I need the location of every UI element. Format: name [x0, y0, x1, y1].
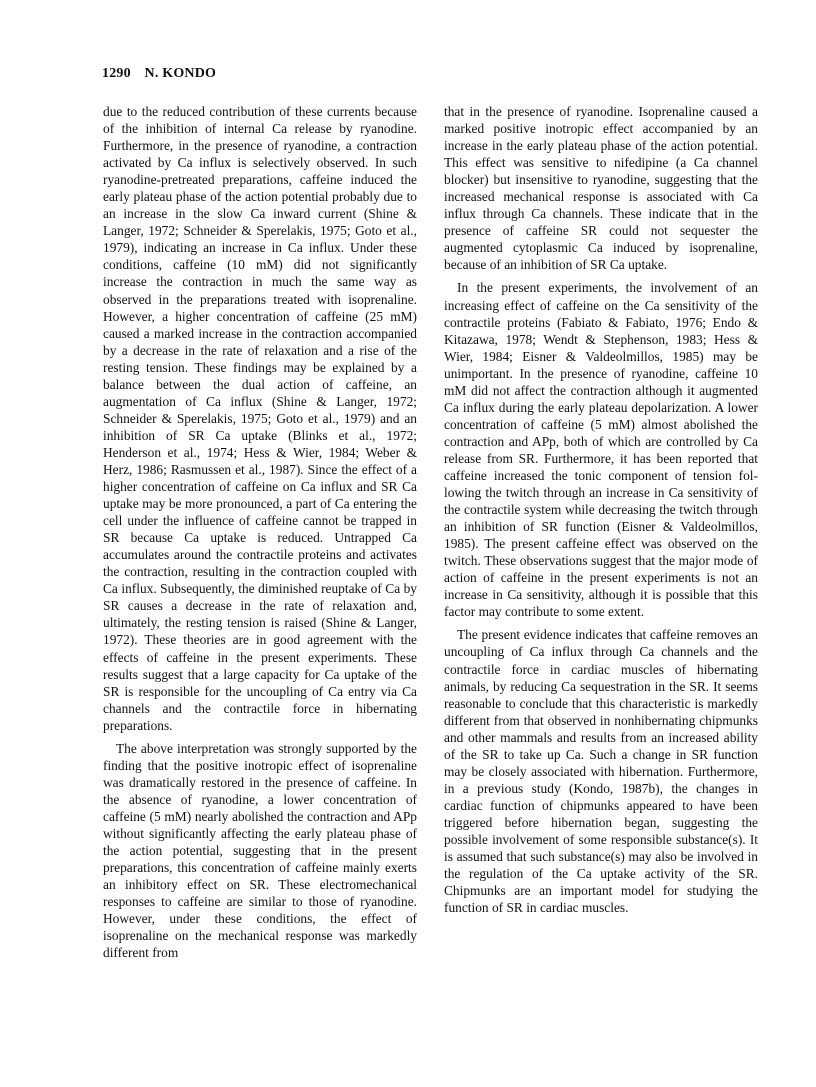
page-number: 1290	[102, 66, 131, 81]
right-column	[444, 103, 758, 916]
paragraph: that in the presence of ryanodine. Isoprenaline caused a marked positive inotropic effect accompanied by an increase in the early plateau phase of the action potential. This effect was sensitive to nifedipine (a Ca channel blocker) but insensitive to ryanodine, suggesting that the increased mechanical response is associated with Ca influx through Ca channels. These indicate that in the presence of caffeine SR could not sequester the augmented cytoplasmic Ca induced by isoprenaline, because of an inhibition of SR Ca uptake.	[444, 104, 758, 273]
author-name: N. KONDO	[144, 66, 217, 81]
paragraph: The present evidence indicates that caffeine removes an uncoupling of Ca influx through Ca channels and the contractile force in cardiac muscles of hibernating animals, by reducing Ca sequestration in the SR. It seems reasonable to conclude that this characteristic is markedly different from that observed in nonhibernating chipmunks and other mammals and results from an increased ability of the SR to take up Ca. Such a change in SR function may be closely associated with hibernation. Furthermore, in a previous study (Kondo, 1987b), the changes in cardiac function of chipmunks appeared to have been triggered before hibernation began, suggesting the possible involvement of some responsible substance(s). It is assumed that such substance(s) may also be involved in the regulation of the Ca uptake activity of the SR. Chipmunks are an important model for studying the function of SR in cardiac muscles.	[444, 627, 758, 916]
paragraph: due to the reduced contribution of these currents because of the inhibition of internal Ca release by ryanodine. Furthermore, in the presence of ryanodine, a contraction activated by Ca influx is selectively observed. In such ryanodine-pretreated preparations, caffeine induced the early plateau phase of the action potential probably due to an increase in the slow Ca inward current (Shine & Langer, 1972; Schneider & Sperelakis, 1975; Goto et al., 1979), indicating an increase in Ca influx. Under these conditions, caffeine (10 mM) did not significantly increase the contraction in much the same way as observed in the preparations treated with isoprenaline. However, a higher concentration of caffeine (25 mM) caused a marked increase in the contraction accompanied by a decrease in the rate of relaxation and a rise of the resting tension. These findings may be explained by a balance between the dual action of caffeine, an augmentation of Ca influx (Shine & Langer, 1972; Schneider & Sperelakis, 1975; Goto et al., 1979) and an inhibition of SR Ca uptake (Blinks et al., 1972; Henderson et al., 1974; Hess & Wier, 1984; Weber & Herz, 1986; Rasmussen et al., 1987). Since the effect of a higher concentration of caffeine on Ca influx and SR Ca uptake may be more pronounced, a part of Ca entering the cell under the influence of caffeine cannot be trapped in SR because Ca uptake is reduced. Untrapped Ca accumulates around the contractile proteins and activates the contraction, resulting in the contraction coupled with Ca influx. Subsequently, the diminished reuptake of Ca by SR causes a decrease in the rate of relaxation and, ultimately, the resting tension is raised (Shine & Langer, 1972). These theories are in good agreement with the effects of caffeine in the present experiments. These results suggest that a large capacity for Ca uptake of the SR is responsible for the uncoupling of Ca entry via Ca channels and the contractile force in hibernating preparations.	[103, 104, 417, 733]
paragraph: The above interpretation was strongly supported by the finding that the positive inotropic effect of isoprenaline was dramatically restored in the presence of caffeine. In the absence of ryanodine, a lower concentration of caffeine (5 mM) nearly abolished the contraction and APp without significantly affecting the early plateau phase of the action potential, suggesting that in the present preparations, this concentration of caffeine mainly exerts an inhibitory effect on SR. These electromechanical responses to caffeine are similar to those of ryanodine. However, under these conditions, the effect of isoprenaline on the mechanical response was markedly different from	[103, 740, 417, 961]
paragraph: In the present experiments, the involvement of an increasing effect of caffeine on the Ca sensitivity of the contractile proteins (Fabiato & Fabiato, 1976; Endo & Kitazawa, 1978; Wendt & Stephenson, 1983; Hess & Wier, 1984; Eisner & Valdeolmillos, 1985) may be unimportant. In the presence of ryanodine, caffeine 10 mM did not affect the contraction although it augmented Ca influx during the early plateau depolarization. A lower concentration of caffeine (5 mM) almost abolished the contraction and APp, both of which are controlled by Ca release from SR. Furthermore, it has been reported that caffeine increased the tonic component of tension following the twitch through an increase in Ca sensitivity of the contractile system while decreasing the twitch through an inhibition of SR function (Eisner & Valdeolmillos, 1985). The present caffeine effect was observed on the twitch. These observations suggest that the major mode of action of caffeine in the present experiments is not an increase in Ca sensitivity, although it is possible that this factor may contribute to some extent.	[444, 280, 758, 620]
running-head	[102, 66, 216, 82]
left-column	[103, 103, 417, 961]
